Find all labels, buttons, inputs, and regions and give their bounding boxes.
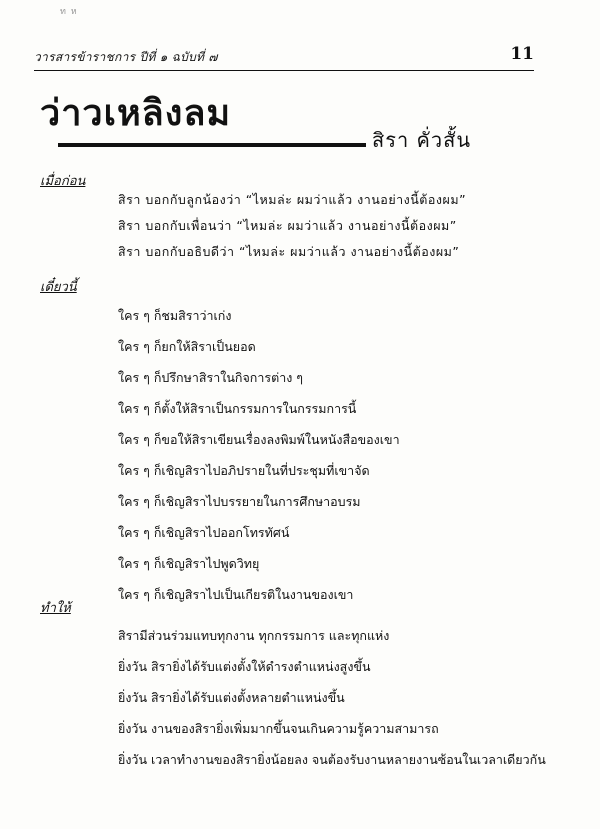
now-line: ใคร ๆ ก็ขอให้สิราเขียนเรื่องลงพิมพ์ในหนังสือของเขา [118, 432, 400, 447]
section-label-before: เมื่อก่อน [40, 174, 86, 189]
now-line: ใคร ๆ ก็ปรึกษาสิราในกิจการต่าง ๆ [118, 370, 304, 385]
header-rule [34, 70, 534, 71]
corner-mark: ท ห [60, 7, 78, 17]
article-title: ว่าวเหลิงลม [40, 93, 232, 134]
result-line: ยิ่งวัน เวลาทำงานของสิรายิ่งน้อยลง จนต้องรับงานหลายงานซ้อนในเวลาเดียวกัน [118, 752, 546, 767]
before-line: สิรา บอกกับอธิบดีว่า “ไหมล่ะ ผมว่าแล้ว งานอย่างนี้ต้องผม” [118, 244, 460, 259]
byline-rule [58, 143, 366, 147]
article-author: สิรา คั่วสั้น [372, 128, 472, 152]
result-line: สิรามีส่วนร่วมแทบทุกงาน ทุกกรรมการ และทุกแห่ง [118, 628, 390, 643]
running-header [34, 46, 534, 68]
section-label-result: ทำให้ [40, 601, 71, 616]
now-line: ใคร ๆ ก็เชิญสิราไปเป็นเกียรติในงานของเขา [118, 587, 354, 602]
result-line: ยิ่งวัน สิรายิ่งได้รับแต่งตั้งหลายตำแหน่งขึ้น [118, 690, 345, 705]
page-number: 11 [510, 44, 534, 64]
now-line: ใคร ๆ ก็ชมสิราว่าเก่ง [118, 308, 232, 323]
now-line: ใคร ๆ ก็เชิญสิราไปอภิปรายในที่ประชุมที่เขาจัด [118, 463, 370, 478]
section-label-now: เดี๋ยวนี้ [40, 280, 77, 295]
result-line: ยิ่งวัน สิรายิ่งได้รับแต่งตั้งให้ดำรงตำแหน่งสูงขึ้น [118, 659, 371, 674]
now-line: ใคร ๆ ก็เชิญสิราไปออกโทรทัศน์ [118, 525, 290, 540]
now-line: ใคร ๆ ก็ยกให้สิราเป็นยอด [118, 339, 256, 354]
now-line: ใคร ๆ ก็เชิญสิราไปพูดวิทยุ [118, 556, 260, 571]
result-line: ยิ่งวัน งานของสิรายิ่งเพิ่มมากขึ้นจนเกินความรู้ความสามารถ [118, 721, 439, 736]
now-line: ใคร ๆ ก็ตั้งให้สิราเป็นกรรมการในกรรมการนี้ [118, 401, 357, 416]
now-line: ใคร ๆ ก็เชิญสิราไปบรรยายในการศึกษาอบรม [118, 494, 361, 509]
before-line: สิรา บอกกับเพื่อนว่า “ไหมล่ะ ผมว่าแล้ว งานอย่างนี้ต้องผม” [118, 218, 457, 233]
journal-title: วารสารข้าราชการ ปีที่ ๑ ฉบับที่ ๗ [34, 50, 218, 64]
before-line: สิรา บอกกับลูกน้องว่า “ไหมล่ะ ผมว่าแล้ว งานอย่างนี้ต้องผม” [118, 192, 467, 207]
